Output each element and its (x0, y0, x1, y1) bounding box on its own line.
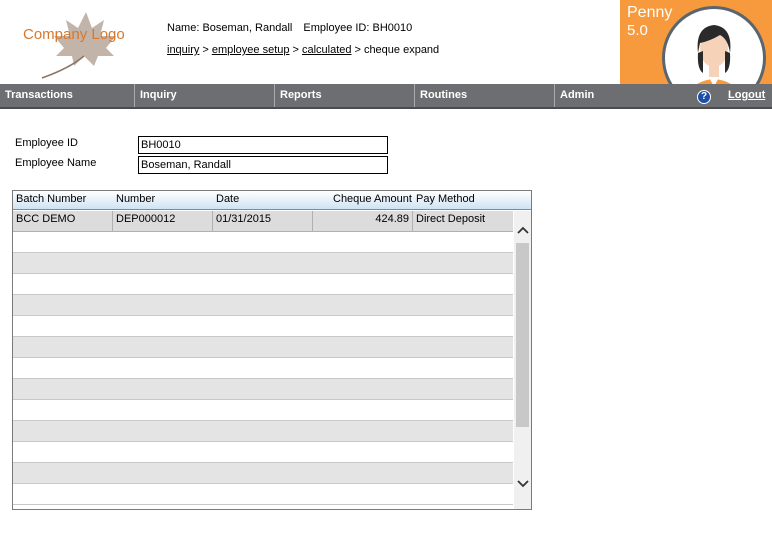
nav-reports[interactable]: Reports (274, 84, 414, 107)
breadcrumb-separator: > (202, 44, 209, 56)
employee-name-label: Employee Name (15, 157, 97, 169)
table-row (13, 400, 513, 421)
employee-summary (167, 22, 420, 34)
table-row (13, 253, 513, 274)
breadcrumb-link-calculated[interactable]: calculated (301, 44, 352, 56)
table-row (13, 295, 513, 316)
breadcrumb-separator: > (354, 44, 361, 56)
table-row[interactable] (13, 211, 513, 232)
company-logo (18, 6, 148, 80)
cell-pay-method: Direct Deposit (416, 213, 486, 225)
employee-name-summary: Name: Boseman, Randall (167, 22, 293, 34)
breadcrumb-current: cheque expand (363, 44, 440, 56)
maple-leaf-icon (18, 6, 148, 80)
employee-id-field[interactable] (138, 136, 388, 154)
help-icon[interactable]: ? (697, 90, 711, 104)
nav-inquiry[interactable]: Inquiry (134, 84, 274, 107)
breadcrumb-link-employee-setup[interactable]: employee setup (211, 44, 290, 56)
table-row (13, 232, 513, 253)
column-header-number[interactable]: Number (116, 193, 156, 205)
column-header-pay-method[interactable]: Pay Method (416, 193, 475, 205)
grid-scrollbar[interactable] (514, 211, 531, 509)
table-row (13, 274, 513, 295)
cell-number: DEP000012 (113, 211, 213, 231)
cell-batch-number: BCC DEMO (13, 211, 113, 231)
column-header-batch-number[interactable]: Batch Number (16, 193, 87, 205)
table-row (13, 379, 513, 400)
employee-name-field[interactable] (138, 156, 388, 174)
nav-admin[interactable]: Admin (554, 84, 674, 107)
table-row (13, 421, 513, 442)
breadcrumb (167, 44, 439, 56)
nav-routines[interactable]: Routines (414, 84, 554, 107)
brand-name: Penny (627, 4, 673, 21)
nav-transactions[interactable]: Transactions (5, 89, 73, 101)
logout-link[interactable]: Logout (728, 89, 766, 101)
cell-date: 01/31/2015 (213, 211, 313, 231)
cell-cheque-amount: 424.89 (313, 211, 413, 231)
avatar (662, 6, 766, 84)
grid-body (13, 211, 513, 505)
brand-version: 5.0 (627, 22, 648, 39)
logo-text: Company Logo (23, 26, 125, 43)
column-header-cheque-amount[interactable]: Cheque Amount (333, 193, 412, 205)
brand-panel (620, 0, 772, 84)
chevron-down-icon[interactable] (514, 479, 531, 493)
breadcrumb-link-inquiry[interactable]: inquiry (167, 44, 200, 56)
column-header-date[interactable]: Date (216, 193, 240, 205)
table-row (13, 484, 513, 505)
main-nav (0, 84, 772, 109)
table-row (13, 337, 513, 358)
table-row (13, 463, 513, 484)
table-row (13, 316, 513, 337)
table-row (13, 358, 513, 379)
cheque-grid (12, 190, 532, 510)
employee-id-label: Employee ID (15, 137, 78, 149)
chevron-up-icon[interactable] (514, 225, 531, 239)
grid-header (13, 191, 531, 210)
user-avatar-icon (665, 9, 763, 84)
scrollbar-thumb[interactable] (516, 243, 529, 427)
employee-id-summary: Employee ID: BH0010 (303, 22, 413, 34)
breadcrumb-separator: > (292, 44, 299, 56)
table-row (13, 442, 513, 463)
